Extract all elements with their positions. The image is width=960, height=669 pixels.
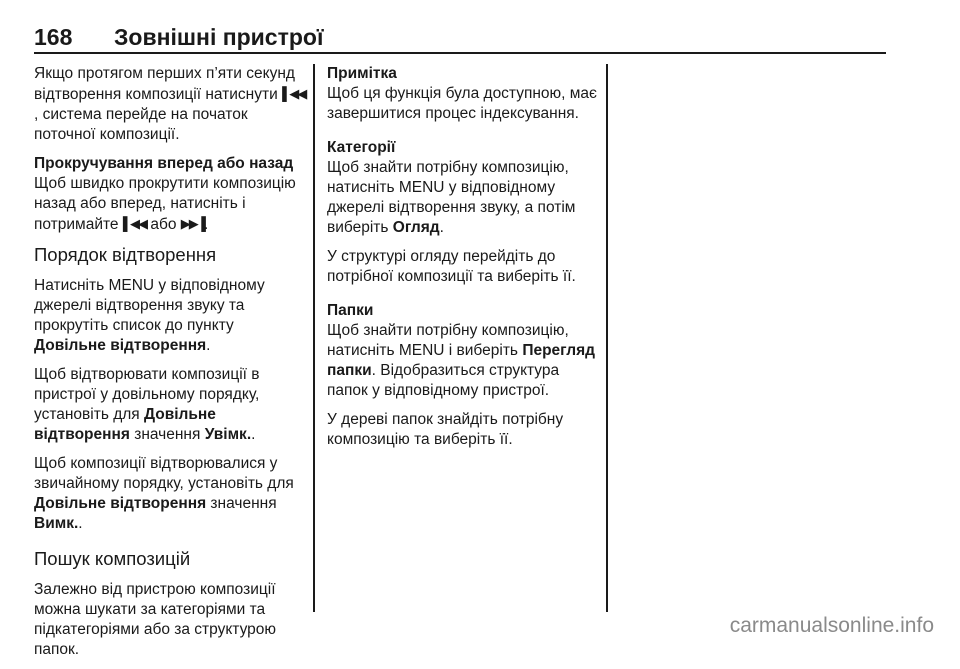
folder-view-option: Перегляд папки <box>327 342 595 379</box>
note-paragraph: Щоб ця функція була доступною, має завершитися процес індексування. <box>327 85 597 122</box>
watermark: carmanualsonline.info <box>729 614 934 637</box>
intro-paragraph: Якщо протягом перших п’яти секунд відтворення композиції натиснути ▌◀◀, система перейде на початок поточної композиції. <box>34 65 306 143</box>
skip-forward-icon: ▶▶▐ <box>180 216 205 231</box>
column-divider-left <box>313 64 315 612</box>
order-paragraph-3: Щоб композиції відтворювалися у звичайному порядку, установіть для Довільне відтворення значення Вимк.. <box>34 455 294 532</box>
order-paragraph-1: Натисніть MENU у відповідному джерелі відтворення звуку та прокрутіть список до пункту Довільне відтворення. <box>34 277 265 354</box>
search-heading: Пошук композицій <box>34 548 191 569</box>
note-heading: Примітка <box>327 65 397 82</box>
seek-heading: Прокручування вперед або назад <box>34 155 294 172</box>
menu-key: MENU <box>108 277 155 294</box>
column-middle <box>327 64 599 459</box>
folders-paragraph-1: Щоб знайти потрібну композицію, натисніть MENU і виберіть Перегляд папки. Відобразиться структура папок у відповідному пристрої. <box>327 322 595 399</box>
categories-paragraph-2: У структурі огляду перейдіть до потрібної композиції та виберіть її. <box>327 248 576 285</box>
browse-option: Огляд <box>392 219 440 236</box>
shuffle-option: Довільне відтворення <box>34 337 207 354</box>
column-left <box>34 64 306 669</box>
on-value: Увімк. <box>204 426 252 443</box>
categories-paragraph-1: Щоб знайти потрібну композицію, натисніть MENU у відповідному джерелі відтворення звуку, а потім виберіть Огляд. <box>327 159 576 236</box>
shuffle-option: Довільне відтворення <box>34 495 207 512</box>
page-title: Зовнішні пристрої <box>114 24 324 50</box>
shuffle-option: Довільне відтворення <box>34 406 216 443</box>
header-rule <box>34 52 886 54</box>
folders-heading: Папки <box>327 302 374 319</box>
page-header <box>34 24 886 54</box>
seek-paragraph: Щоб швидко прокрутити композицію назад або вперед, натисніть і потримайте ▌◀◀ або ▶▶▐. <box>34 175 296 233</box>
off-value: Вимк. <box>34 515 79 532</box>
order-paragraph-2: Щоб відтворювати композиції в пристрої у довільному порядку, установіть для Довільне відтворення значення Увімк.. <box>34 366 260 443</box>
search-paragraph: Залежно від пристрою композиції можна шукати за категоріями та підкатегоріями або за структурою папок. <box>34 581 277 658</box>
skip-back-icon: ▌◀◀ <box>122 216 147 231</box>
order-heading: Порядок відтворення <box>34 244 217 265</box>
menu-key: MENU <box>398 342 445 359</box>
column-divider-right <box>606 64 608 612</box>
categories-heading: Категорії <box>327 139 396 156</box>
folders-paragraph-2: У дереві папок знайдіть потрібну композицію та виберіть її. <box>327 411 564 448</box>
skip-back-icon: ▌◀◀ <box>282 86 306 101</box>
page-number: 168 <box>34 24 73 50</box>
menu-key: MENU <box>398 179 445 196</box>
